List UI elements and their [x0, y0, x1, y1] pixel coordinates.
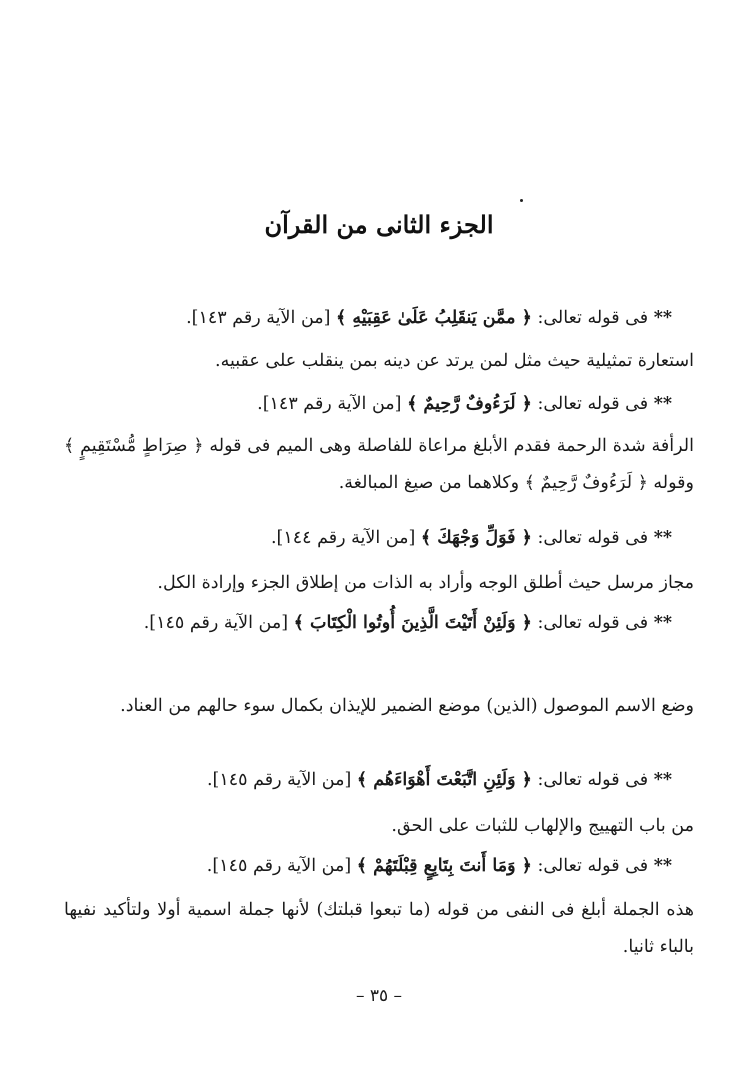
ink-dot: [520, 199, 523, 202]
commentary-3: مجاز مرسل حيث أطلق الوجه وأراد به الذات من إطلاق الجزء وإرادة الكل.: [157, 573, 694, 593]
verse-line-4: [64, 605, 694, 642]
verse-intro: فى قوله تعالى:: [531, 613, 649, 633]
stars-marker: **: [653, 308, 672, 328]
document-page: [64, 0, 694, 1067]
stars-marker: **: [653, 528, 672, 548]
verse-reference: [من الآية رقم ١٤٤].: [270, 528, 421, 548]
stars-marker: **: [653, 856, 672, 876]
verse-line-2: [64, 386, 694, 423]
quran-quote: ﴿ فَوَلِّ وَجْهَكَ ﴾: [420, 528, 532, 548]
verse-intro: فى قوله تعالى:: [531, 770, 649, 790]
verse-intro: فى قوله تعالى:: [531, 528, 649, 548]
verse-reference: [من الآية رقم ١٤٣].: [257, 394, 408, 414]
verse-line-6: [64, 848, 694, 885]
quran-quote: ﴿ ممَّن يَنقَلِبُ عَلَىٰ عَقِبَيْهِ ﴾: [336, 308, 532, 328]
verse-line-3: [64, 520, 694, 557]
verse-reference: [من الآية رقم ١٤٣].: [186, 308, 337, 328]
quran-quote: ﴿ وَلَئِنْ أَتَيْتَ الَّذِينَ أُوتُوا الْكِتَابَ ﴾: [293, 613, 532, 633]
stars-marker: **: [653, 394, 672, 414]
commentary-5: من باب التهييج والإلهاب للثبات على الحق.: [391, 816, 694, 836]
verse-intro: فى قوله تعالى:: [531, 856, 649, 876]
quran-quote: ﴿ لَرَءُوفٌ رَّحِيمٌ ﴾: [407, 394, 532, 414]
verse-intro: فى قوله تعالى:: [531, 308, 649, 328]
commentary-4: وضع الاسم الموصول (الذين) موضع الضمير للإيذان بكمال سوء حالهم من العناد.: [120, 696, 694, 716]
verse-line-1: [64, 300, 694, 337]
verse-reference: [من الآية رقم ١٤٥].: [206, 770, 357, 790]
commentary-2: الرأفة شدة الرحمة فقدم الأبلغ مراعاة للفاصلة وهى الميم فى قوله ﴿ صِرَاطٍ مُّسْتَقِيمٍ ﴾ وقوله ﴿ لَرَءُوفٌ رَّحِيمٌ ﴾ وكلاهما من صيغ المبالغة.: [64, 436, 694, 493]
quran-quote: ﴿ وَلَئِنِ اتَّبَعْتَ أَهْوَاءَهُم ﴾: [356, 770, 532, 790]
stars-marker: **: [653, 770, 672, 790]
stars-marker: **: [653, 613, 672, 633]
commentary-6: هذه الجملة أبلغ فى النفى من قوله (ما تبعوا قبلتك) لأنها جملة اسمية أولا ولتأكيد نفيها بالباء ثانيا.: [64, 900, 694, 957]
verse-reference: [من الآية رقم ١٤٥].: [206, 856, 357, 876]
page-number: – ٣٥ –: [355, 986, 403, 1006]
page-title: الجزء الثانى من القرآن: [264, 210, 494, 239]
verse-intro: فى قوله تعالى:: [531, 394, 649, 414]
quran-quote: ﴿ وَمَا أَنتَ بِتَابِعٍ قِبْلَتَهُمْ ﴾: [356, 856, 532, 876]
verse-line-5: [64, 762, 694, 799]
commentary-1: استعارة تمثيلية حيث مثل لمن يرتد عن دينه بمن ينقلب على عقبيه.: [215, 351, 694, 371]
verse-reference: [من الآية رقم ١٤٥].: [143, 613, 294, 633]
